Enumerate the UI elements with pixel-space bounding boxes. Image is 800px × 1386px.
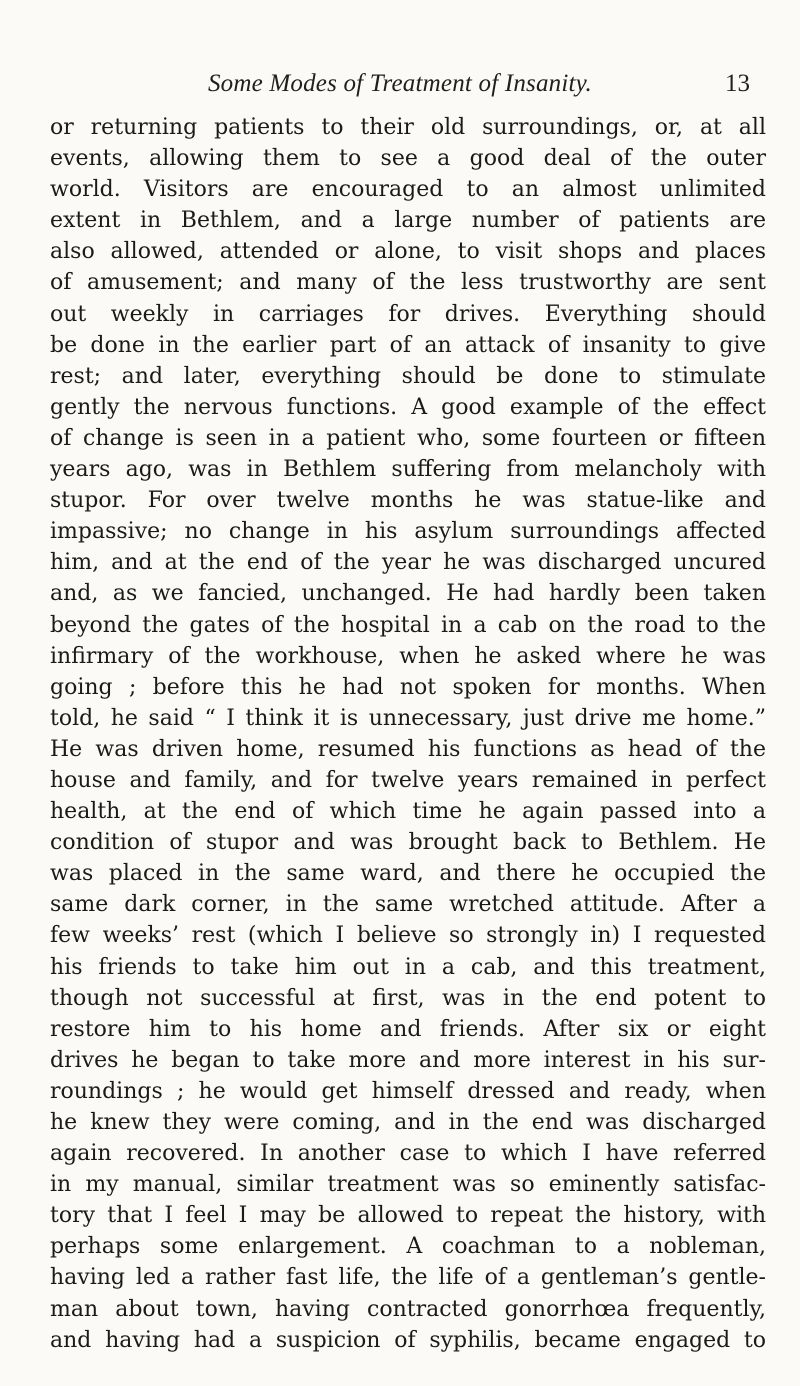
text-line: and having had a suspicion of syphilis, became engaged to (50, 1327, 766, 1353)
text-line: in my manual, similar treatment was so eminently satisfac- (50, 1172, 766, 1198)
text-line: gently the nervous functions. A good example of the effect (50, 394, 766, 420)
text-line: same dark corner, in the same wretched attitude. After a (50, 892, 766, 918)
text-line: going ; before this he had not spoken for months. When (50, 674, 766, 700)
text-line: events, allowing them to see a good deal of the outer (50, 146, 766, 172)
text-line: rest; and later, everything should be done to stimulate (50, 363, 766, 389)
text-line: house and family, and for twelve years remained in perfect (50, 767, 766, 793)
running-title: Some Modes of Treatment of Insanity. (207, 70, 593, 97)
text-line: be done in the earlier part of an attack of insanity to give (50, 332, 766, 358)
text-line: condition of stupor and was brought back to Bethlem. He (50, 830, 766, 856)
text-line: of change is seen in a patient who, some fourteen or fifteen (50, 425, 766, 451)
text-line: extent in Bethlem, and a large number of patients are (50, 208, 766, 234)
text-line: man about town, having contracted gonorrhœa frequently, (50, 1296, 766, 1322)
text-line: impassive; no change in his asylum surroundings affected (50, 519, 766, 545)
text-line: few weeks’ rest (which I believe so strongly in) I requested (50, 923, 766, 949)
text-line: stupor. For over twelve months he was statue-like and (50, 488, 766, 514)
text-line: or returning patients to their old surroundings, or, at all (50, 115, 766, 140)
running-head (0, 70, 800, 104)
text-line: drives he began to take more and more interest in his sur- (50, 1047, 766, 1073)
text-line: infirmary of the workhouse, when he asked where he was (50, 643, 766, 669)
body-text (50, 112, 766, 1356)
text-line: also allowed, attended or alone, to visit shops and places (50, 239, 766, 265)
text-line: perhaps some enlargement. A coachman to a nobleman, (50, 1234, 766, 1260)
page-number: 13 (725, 70, 750, 97)
text-line: told, he said “ I think it is unnecessary, just drive me home.” (50, 705, 766, 731)
text-line: He was driven home, resumed his functions as head of the (50, 736, 766, 762)
text-line: beyond the gates of the hospital in a cab on the road to the (50, 612, 766, 638)
text-line: though not successful at first, was in the end potent to (50, 985, 766, 1011)
text-line: out weekly in carriages for drives. Everything should (50, 301, 766, 327)
text-line: tory that I feel I may be allowed to repeat the history, with (50, 1203, 766, 1229)
text-line: roundings ; he would get himself dressed and ready, when (50, 1078, 766, 1104)
text-line: him, and at the end of the year he was discharged uncured (50, 550, 766, 576)
text-line: he knew they were coming, and in the end was discharged (50, 1110, 766, 1135)
text-line: years ago, was in Bethlem suffering from melancholy with (50, 457, 766, 483)
text-line: his friends to take him out in a cab, and this treatment, (50, 954, 766, 980)
text-line: again recovered. In another case to which I have referred (50, 1141, 766, 1167)
text-line: health, at the end of which time he again passed into a (50, 799, 766, 825)
text-line: of amusement; and many of the less trustworthy are sent (50, 270, 766, 296)
text-line: was placed in the same ward, and there he occupied the (50, 861, 766, 887)
text-line: and, as we fancied, unchanged. He had hardly been taken (50, 581, 766, 607)
text-line: having led a rather fast life, the life of a gentleman’s gentle- (50, 1265, 766, 1291)
text-line: world. Visitors are encouraged to an almost unlimited (50, 177, 766, 203)
text-line: restore him to his home and friends. After six or eight (50, 1016, 766, 1042)
